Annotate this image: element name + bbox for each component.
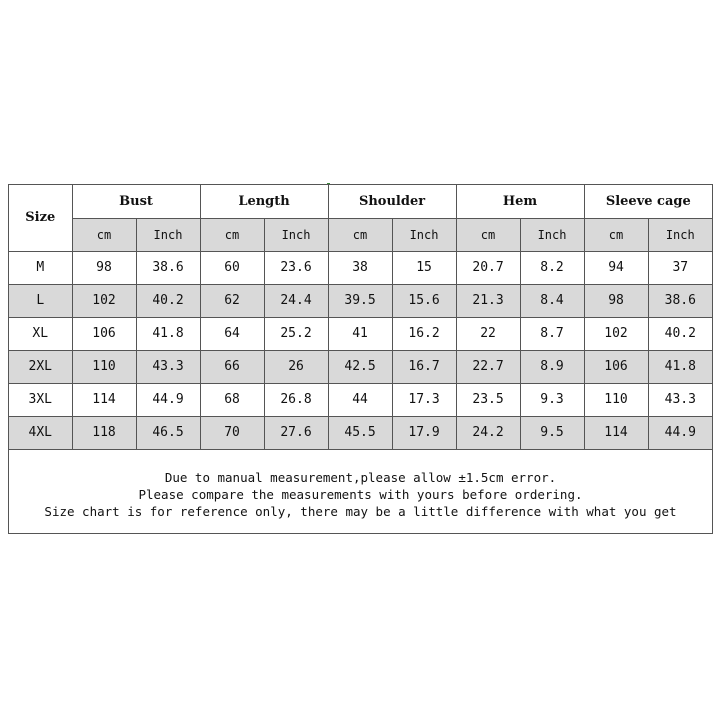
- measurement-cell: 27.6: [264, 416, 328, 449]
- measurement-cell: 102: [72, 284, 136, 317]
- measurement-cell: 118: [72, 416, 136, 449]
- sleeve-cage-header: Sleeve cage: [584, 185, 712, 218]
- measurement-cell: 20.7: [456, 251, 520, 284]
- measurement-cell: 22.7: [456, 350, 520, 383]
- measurement-cell: 98: [72, 251, 136, 284]
- unit-header-cm: cm: [584, 218, 648, 251]
- measurement-cell: 68: [200, 383, 264, 416]
- measurement-cell: 43.3: [136, 350, 200, 383]
- unit-header-row: [9, 218, 712, 251]
- table-row: [9, 383, 712, 416]
- unit-header-inch: Inch: [392, 218, 456, 251]
- size-cell: 4XL: [9, 416, 72, 449]
- bust-header: Bust: [72, 185, 200, 218]
- measurement-cell: 66: [200, 350, 264, 383]
- note-line: Please compare the measurements with yours before ordering.: [138, 487, 583, 502]
- measurement-cell: 64: [200, 317, 264, 350]
- size-notes: [9, 450, 712, 533]
- measurement-cell: 38: [328, 251, 392, 284]
- size-cell: XL: [9, 317, 72, 350]
- measurement-cell: 8.9: [520, 350, 584, 383]
- unit-header-inch: Inch: [136, 218, 200, 251]
- unit-header-inch: Inch: [264, 218, 328, 251]
- measurement-cell: 41.8: [648, 350, 712, 383]
- shoulder-header: Shoulder: [328, 185, 456, 218]
- size-cell: 2XL: [9, 350, 72, 383]
- size-chart: [8, 184, 713, 534]
- measurement-cell: 44.9: [136, 383, 200, 416]
- measurement-cell: 16.7: [392, 350, 456, 383]
- size-rows: [9, 251, 712, 449]
- measurement-cell: 41.8: [136, 317, 200, 350]
- measurement-cell: 23.6: [264, 251, 328, 284]
- measurement-cell: 24.4: [264, 284, 328, 317]
- measurement-cell: 8.4: [520, 284, 584, 317]
- measurement-cell: 15.6: [392, 284, 456, 317]
- measurement-cell: 25.2: [264, 317, 328, 350]
- measurement-cell: 23.5: [456, 383, 520, 416]
- note-line: Size chart is for reference only, there may be a little difference with what you get: [44, 504, 677, 519]
- measurement-cell: 9.5: [520, 416, 584, 449]
- size-cell: L: [9, 284, 72, 317]
- measurement-cell: 9.3: [520, 383, 584, 416]
- size-table: [9, 185, 712, 450]
- size-cell: 3XL: [9, 383, 72, 416]
- measurement-cell: 38.6: [136, 251, 200, 284]
- measurement-cell: 24.2: [456, 416, 520, 449]
- measurement-cell: 17.3: [392, 383, 456, 416]
- table-row: [9, 284, 712, 317]
- table-row: [9, 251, 712, 284]
- measurement-cell: 39.5: [328, 284, 392, 317]
- hem-header: Hem: [456, 185, 584, 218]
- measurement-cell: 44.9: [648, 416, 712, 449]
- unit-header-cm: cm: [200, 218, 264, 251]
- measurement-cell: 40.2: [136, 284, 200, 317]
- measurement-cell: 8.2: [520, 251, 584, 284]
- measurement-cell: 22: [456, 317, 520, 350]
- measurement-cell: 26: [264, 350, 328, 383]
- measurement-cell: 26.8: [264, 383, 328, 416]
- measurement-cell: 45.5: [328, 416, 392, 449]
- measurement-cell: 21.3: [456, 284, 520, 317]
- measurement-cell: 62: [200, 284, 264, 317]
- measurement-cell: 17.9: [392, 416, 456, 449]
- measurement-cell: 15: [392, 251, 456, 284]
- measurement-cell: 110: [72, 350, 136, 383]
- unit-header-inch: Inch: [648, 218, 712, 251]
- measurement-cell: 106: [584, 350, 648, 383]
- table-row: [9, 317, 712, 350]
- measurement-cell: 60: [200, 251, 264, 284]
- group-header-row: [9, 185, 712, 218]
- measurement-cell: 37: [648, 251, 712, 284]
- measurement-cell: 44: [328, 383, 392, 416]
- measurement-cell: 110: [584, 383, 648, 416]
- length-header: Length: [200, 185, 328, 218]
- measurement-cell: 16.2: [392, 317, 456, 350]
- measurement-cell: 94: [584, 251, 648, 284]
- table-row: [9, 416, 712, 449]
- measurement-cell: 42.5: [328, 350, 392, 383]
- measurement-cell: 98: [584, 284, 648, 317]
- table-row: [9, 350, 712, 383]
- measurement-cell: 102: [584, 317, 648, 350]
- measurement-cell: 41: [328, 317, 392, 350]
- unit-header-cm: cm: [456, 218, 520, 251]
- measurement-cell: 46.5: [136, 416, 200, 449]
- unit-header-inch: Inch: [520, 218, 584, 251]
- measurement-cell: 40.2: [648, 317, 712, 350]
- measurement-cell: 43.3: [648, 383, 712, 416]
- size-cell: M: [9, 251, 72, 284]
- note-line: Due to manual measurement,please allow ±1.5cm error.: [164, 470, 557, 485]
- size-column-header: Size: [9, 185, 72, 251]
- measurement-cell: 70: [200, 416, 264, 449]
- measurement-cell: 8.7: [520, 317, 584, 350]
- measurement-cell: 106: [72, 317, 136, 350]
- measurement-cell: 38.6: [648, 284, 712, 317]
- unit-header-cm: cm: [72, 218, 136, 251]
- measurement-cell: 114: [584, 416, 648, 449]
- measurement-cell: 114: [72, 383, 136, 416]
- unit-header-cm: cm: [328, 218, 392, 251]
